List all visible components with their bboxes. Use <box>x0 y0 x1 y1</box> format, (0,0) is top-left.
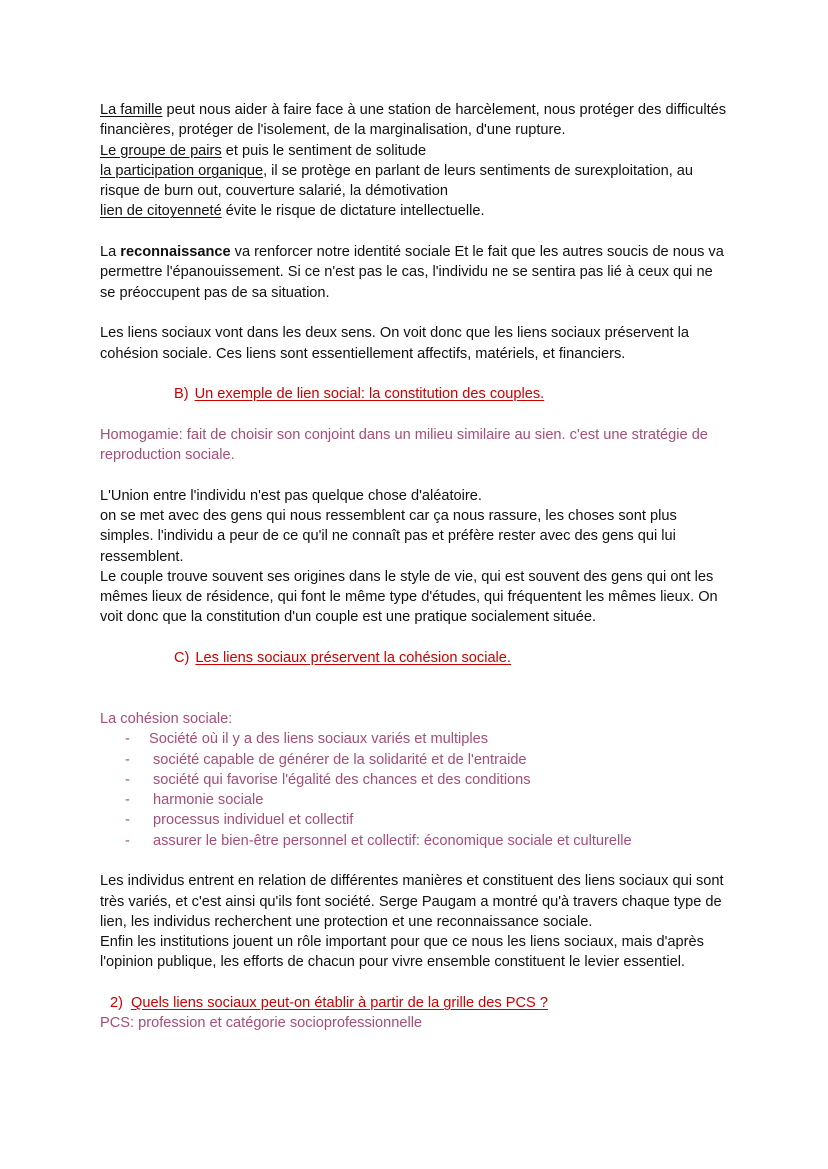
term-citoyennete: lien de citoyenneté <box>100 203 222 220</box>
heading-2-title: Quels liens sociaux peut-on établir à partir de la grille des PCS ? <box>130 995 548 1012</box>
heading-b <box>174 384 730 404</box>
list-item <box>100 750 730 770</box>
list-item-text: assurer le bien-être personnel et collectif: économique sociale et culturelle <box>153 832 632 849</box>
heading-b-title: Un exemple de lien social: la constitution des couples. <box>194 386 545 403</box>
list-item-text: société capable de générer de la solidarité et de l'entraide <box>153 751 527 768</box>
paragraph-individus <box>100 871 730 972</box>
list-item <box>100 729 730 749</box>
cohesion-list <box>100 729 730 851</box>
text-pairs: et puis le sentiment de solitude <box>221 142 427 159</box>
list-item-text: Société où il y a des liens sociaux variés et multiples <box>149 731 489 748</box>
heading-c-title: Les liens sociaux préservent la cohésion sociale. <box>195 650 511 667</box>
list-item-text: processus individuel et collectif <box>153 812 354 829</box>
list-item <box>100 790 730 810</box>
paragraph-reconnaissance <box>100 242 730 303</box>
dash-bullet: - <box>125 792 130 809</box>
paragraph-liens <box>100 100 730 222</box>
list-item-text: harmonie sociale <box>153 792 264 809</box>
list-item <box>100 831 730 851</box>
heading-c-number: C) <box>174 650 190 667</box>
list-item-text: société qui favorise l'égalité des chances et des conditions <box>153 771 531 788</box>
list-item <box>100 810 730 830</box>
dash-bullet: - <box>125 812 130 829</box>
text-famille: peut nous aider à faire face à une station de harcèlement, nous protéger des difficultés financières, protéger de l'isolement, de la marginalisation, d'une rupture. <box>100 102 727 139</box>
text-citoyennete: évite le risque de dictature intellectuelle. <box>221 203 485 220</box>
heading-c <box>174 648 730 668</box>
text-organique: , il se protège en parlant de leurs sentiments de surexploitation, au risque de burn out, couverture salarié, la démotivation <box>100 162 694 200</box>
text-reconnaissance-before: La <box>100 244 121 261</box>
heading-b-number: B) <box>174 386 189 403</box>
paragraph-homogamie: Homogamie: fait de choisir son conjoint dans un milieu similaire au sien. c'est une stratégie de reproduction sociale. <box>100 426 708 464</box>
term-organique: la participation organique <box>100 162 264 179</box>
dash-bullet: - <box>125 751 130 768</box>
term-reconnaissance: reconnaissance <box>120 244 231 261</box>
term-famille: La famille <box>100 102 163 118</box>
individus-line-2: Enfin les institutions jouent un rôle important pour que ce nous les liens sociaux, mais d'après l'opinion publique, les efforts de chacun pour vivre ensemble constituent le levier essentiel. <box>100 934 704 971</box>
cohesion-title: La cohésion sociale: <box>100 710 233 727</box>
union-line-3: Le couple trouve souvent ses origines dans le style de vie, qui est souvent des gens qui ont les mêmes lieux de résidence, qui font le même type d'études, qui fréquentent les mêmes lieux. On voit donc que la constitution d'un couple est une pratique socialement située. <box>100 568 718 626</box>
document-page <box>100 100 730 1034</box>
heading-2-number: 2) <box>110 995 123 1012</box>
pcs-definition: PCS: profession et catégorie socioprofessionnelle <box>100 1015 423 1032</box>
dash-bullet: - <box>125 731 130 748</box>
paragraph-deux-sens: Les liens sociaux vont dans les deux sens. On voit donc que les liens sociaux préservent la cohésion sociale. Ces liens sont essentiellement affectifs, matériels, et financiers. <box>100 325 689 362</box>
paragraph-union <box>100 486 730 628</box>
union-line-2: on se met avec des gens qui nous ressemblent car ça nous rassure, les choses sont plus simples. l'individu a peur de ce qu'il ne connaît pas et préfère rester avec des gens qui lui ressemblent. <box>100 507 677 565</box>
list-item <box>100 770 730 790</box>
term-pairs: Le groupe de pairs <box>100 142 222 159</box>
union-line-1: L'Union entre l'individu n'est pas quelque chose d'aléatoire. <box>100 487 482 504</box>
heading-2 <box>110 993 730 1013</box>
individus-line-1: Les individus entrent en relation de différentes manières et constituent des liens sociaux qui sont très variés, et c'est ainsi qu'ils font société. Serge Paugam a montré qu'à travers chaque type de lien, les individus recherchent une protection et une reconnaissance sociale. <box>100 873 724 930</box>
dash-bullet: - <box>125 771 130 788</box>
dash-bullet: - <box>125 832 130 849</box>
text-reconnaissance-after: va renforcer notre identité sociale Et le fait que les autres soucis de nous va permettre l'épanouissement. Si ce n'est pas le cas, l'individu ne se sentira pas lié à ceux qui ne se préoccupent pas de sa situation. <box>100 244 724 301</box>
